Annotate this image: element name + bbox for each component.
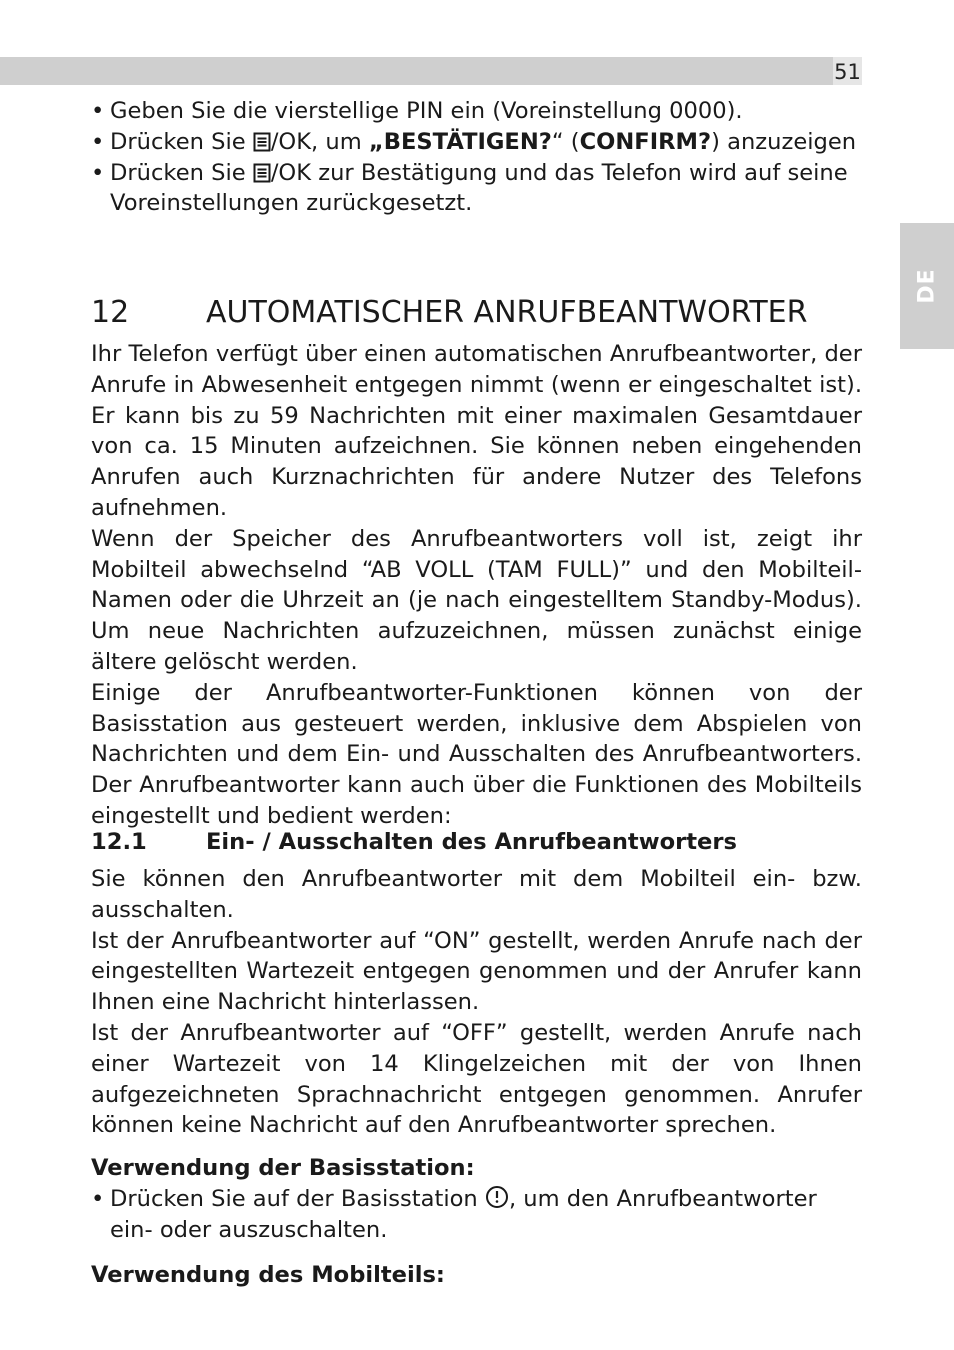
paragraph: Ist der Anrufbeantworter auf “OFF” gestellt, werden Anrufe nach einer Wartezeit von 14 Klingelzeichen mit der von Ihnen aufgezeichneten Sprachnachricht entgegen genommen. Anrufer können keine Nachricht auf den Anrufbeantworter sprechen. bbox=[91, 1019, 862, 1139]
base-station-bullet-list bbox=[91, 1184, 862, 1246]
paragraph: Ihr Telefon verfügt über einen automatischen Anrufbeantworter, der Anrufe in Abwesenheit entgegen nimmt (wenn er eingeschaltet ist). Er kann bis zu 59 Nachrichten mit einer maximalen Gesamtdauer von ca. 15 Minuten aufzeichnen. Sie können neben eingehenden Anrufen auch Kurznachrichten für andere Nutzer des Telefons aufnehmen. bbox=[91, 341, 862, 521]
section-title: AUTOMATISCHER ANRUFBEANTWORTER bbox=[206, 295, 808, 330]
menu-icon bbox=[253, 163, 271, 183]
intro-bullet-list bbox=[91, 96, 862, 219]
paragraph: Einige der Anrufbeantworter-Funktionen können von der Basisstation aus gesteuert werden, inklusive dem Abspielen von Nachrichten und dem Ein- und Ausschalten des Anrufbeantworters. Der Anrufbeantworter kann auch über die Funktionen des Mobilteils eingestellt und bedient werden: bbox=[91, 679, 862, 829]
list-item: • Drücken Sie /OK zur Bestätigung und das Telefon wird auf seine Voreinstellungen zurückgesetzt. bbox=[91, 159, 848, 217]
subsection-body bbox=[91, 864, 862, 1141]
paragraph: Ist der Anrufbeantworter auf “ON” gestellt, werden Anrufe nach der eingestellten Wartezeit entgegen genommen und der Anrufer kann Ihnen eine Nachricht hinterlassen. bbox=[91, 927, 862, 1016]
confirm-prompt-de: „BESTÄTIGEN? bbox=[368, 128, 552, 155]
list-item: • Drücken Sie auf der Basisstation , um den Anrufbeantworter ein- oder auszuschalten. bbox=[91, 1186, 817, 1243]
subsection-title: Ein- / Ausschalten des Anrufbeantworters bbox=[206, 829, 737, 855]
subsection-number: 12.1 bbox=[91, 829, 147, 855]
confirm-prompt-en: CONFIRM? bbox=[579, 128, 712, 155]
section-number: 12 bbox=[91, 295, 130, 330]
paragraph: Sie können den Anrufbeantworter mit dem Mobilteil ein- bzw. ausschalten. bbox=[91, 866, 862, 923]
language-tab bbox=[900, 223, 954, 349]
menu-icon bbox=[253, 132, 271, 152]
language-tab-label: DE bbox=[914, 268, 940, 304]
ok-key-label: /OK bbox=[270, 128, 312, 155]
list-item: • Geben Sie die vierstellige PIN ein (Voreinstellung 0000). bbox=[91, 98, 743, 124]
ok-key-label: /OK bbox=[270, 159, 312, 186]
page-number: 51 bbox=[833, 57, 862, 85]
power-icon bbox=[485, 1185, 509, 1209]
section-body bbox=[91, 339, 862, 832]
paragraph: Wenn der Speicher des Anrufbeantworters voll ist, zeigt ihr Mobilteil abwechselnd “AB VOLL (TAM FULL)” und den Mobilteil-Namen oder die Uhrzeit an (je nach eingestelltem Standby-Modus). Um neue Nachrichten aufzuzeichnen, müssen zunächst einige ältere gelöscht werden. bbox=[91, 525, 862, 675]
list-item: • Drücken Sie /OK, um „BESTÄTIGEN?“ (CONFIRM?) anzuzeigen bbox=[91, 128, 857, 155]
base-station-heading: Verwendung der Basisstation: bbox=[91, 1155, 475, 1181]
handset-heading: Verwendung des Mobilteils: bbox=[91, 1262, 445, 1288]
header-bar bbox=[0, 57, 833, 85]
